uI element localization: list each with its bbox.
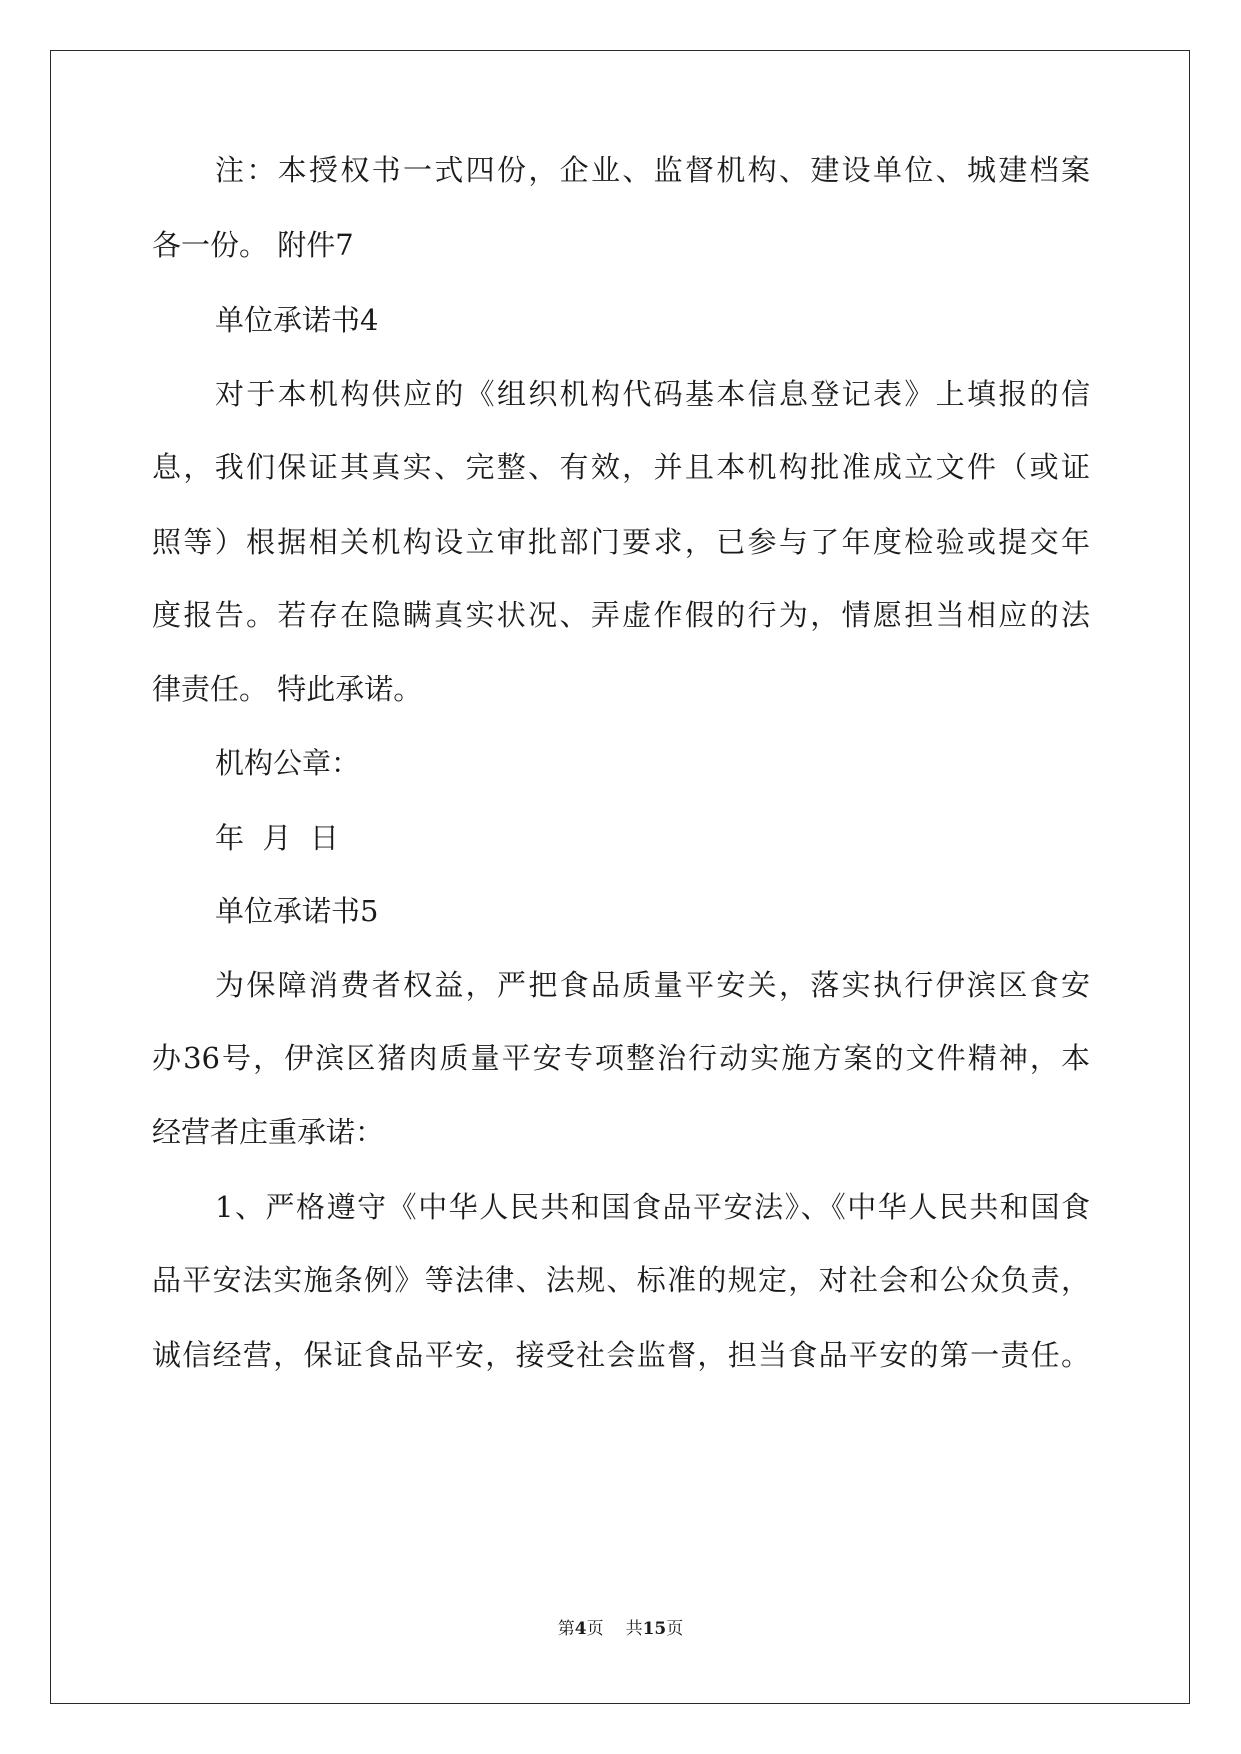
body-line-6: 照等）根据相关机构设立审批部门要求，已参与了年度检验或提交年 — [152, 525, 1090, 559]
body-line-1: 注：本授权书一式四份，企业、监督机构、建设单位、城建档案 — [215, 153, 1090, 187]
page-footer — [0, 1618, 1241, 1640]
body-line-13: 办36号，伊滨区猪肉质量平安专项整治行动实施方案的文件精神，本 — [152, 1041, 1090, 1075]
footer-total-suffix: 页 — [666, 1619, 684, 1639]
body-line-8: 律责任。 特此承诺。 — [152, 672, 423, 706]
section-heading-5: 单位承诺书5 — [215, 894, 379, 928]
footer-page-current: 4 — [574, 1619, 587, 1639]
footer-page-prefix: 第 — [557, 1619, 575, 1639]
page-border — [50, 50, 1190, 1704]
footer-total-prefix: 共 — [625, 1619, 643, 1639]
body-line-7: 度报告。若存在隐瞒真实状况、弄虚作假的行为，情愿担当相应的法 — [152, 598, 1090, 632]
body-line-12: 为保障消费者权益，严把食品质量平安关，落实执行伊滨区食安 — [215, 968, 1090, 1002]
body-line-5: 息，我们保证其真实、完整、有效，并且本机构批准成立文件（或证 — [152, 450, 1090, 484]
footer-page-total: 15 — [642, 1619, 667, 1639]
body-line-17: 诚信经营，保证食品平安，接受社会监督，担当食品平安的第一责任。 — [152, 1338, 1090, 1372]
seal-label: 机构公章： — [215, 746, 361, 780]
date-line: 年 月 日 — [215, 821, 339, 855]
body-line-16: 品平安法实施条例》等法律、法规、标准的规定，对社会和公众负责， — [152, 1263, 1090, 1297]
body-line-14: 经营者庄重承诺： — [152, 1115, 385, 1149]
section-heading-4: 单位承诺书4 — [215, 303, 379, 337]
body-line-4: 对于本机构供应的《组织机构代码基本信息登记表》上填报的信 — [215, 377, 1090, 411]
body-line-2: 各一份。 附件7 — [152, 228, 354, 262]
body-line-15: 1、严格遵守《中华人民共和国食品平安法》、《中华人民共和国食 — [215, 1190, 1090, 1224]
footer-page-mid: 页 — [586, 1619, 604, 1639]
